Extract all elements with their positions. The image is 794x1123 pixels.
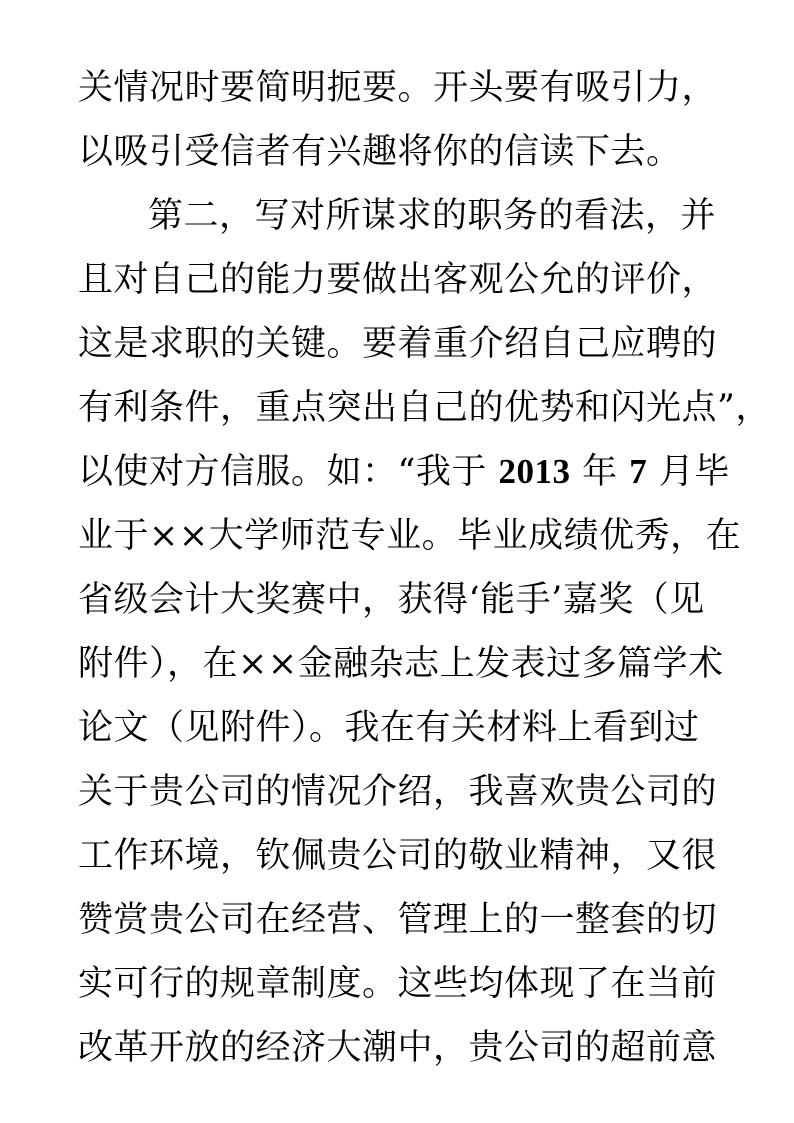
month-number: 7 (629, 452, 648, 491)
text-line-9: 省级会计大奖赛中，获得‘能手’嘉奖（见 (78, 580, 705, 620)
text-line-6: 有利条件，重点突出自己的优势和闪光点”， (78, 388, 771, 428)
year-number: 2013 (498, 452, 571, 491)
line-7-mid: 年 (570, 452, 630, 492)
text-line-4: 且对自己的能力要做出客观公允的评价， (78, 260, 718, 300)
text-line-16: 改革开放的经济大潮中，贵公司的超前意 (78, 1028, 718, 1068)
text-line-7 (78, 448, 730, 496)
text-line-10: 附件），在××金融杂志上发表过多篇学术 (78, 644, 724, 684)
text-line-13: 工作环境，钦佩贵公司的敬业精神，又很 (78, 836, 718, 876)
paragraph-2-first-line: 第二，写对所谋求的职务的看法，并 (148, 196, 717, 236)
text-line-1: 关情况时要简明扼要。开头要有吸引力， (78, 68, 718, 108)
text-line-5: 这是求职的关键。要着重介绍自己应聘的 (78, 324, 718, 364)
text-line-12: 关于贵公司的情况介绍，我喜欢贵公司的 (78, 772, 718, 812)
text-line-14: 赞赏贵公司在经营、管理上的一整套的切 (78, 900, 718, 940)
line-7-lead: 以使对方信服。如：“我于 (78, 452, 499, 492)
text-line-11: 论文（见附件）。我在有关材料上看到过 (78, 708, 700, 748)
text-line-8: 业于××大学师范专业。毕业成绩优秀，在 (78, 516, 742, 556)
line-7-end: 月毕 (647, 452, 730, 492)
text-line-15: 实可行的规章制度。这些均体现了在当前 (78, 964, 718, 1004)
text-line-2: 以吸引受信者有兴趣将你的信读下去。 (78, 132, 682, 172)
